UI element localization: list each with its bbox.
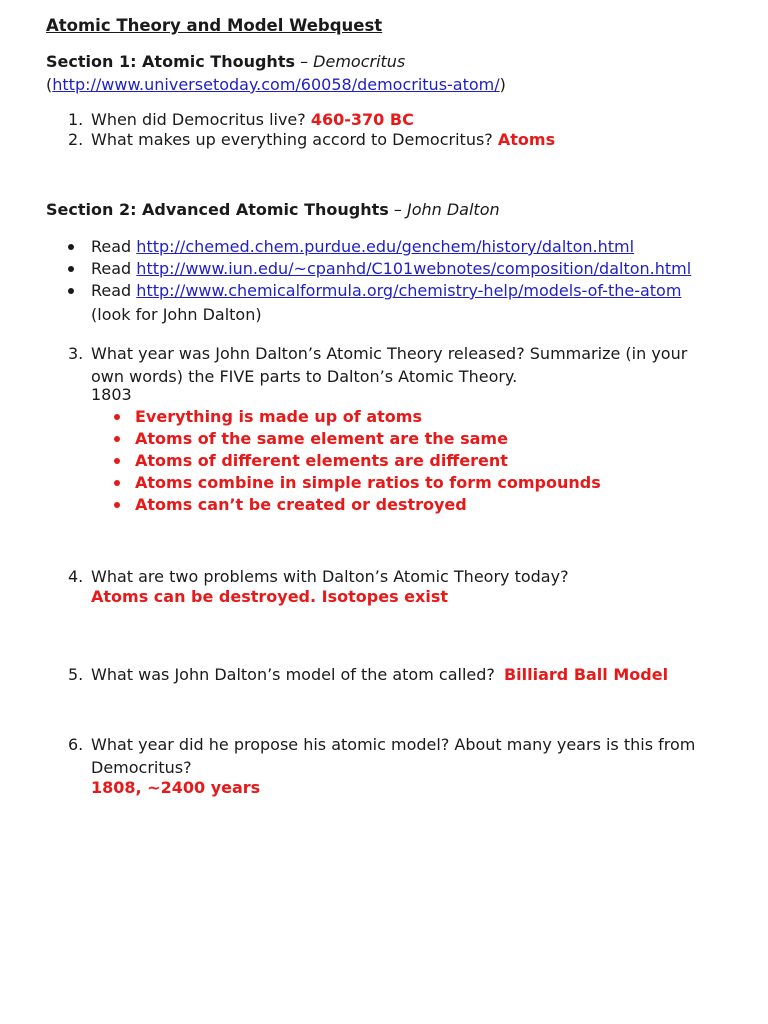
q3-line-2: own words) the FIVE parts to Dalton’s Atomic Theory. — [91, 367, 518, 386]
bullet-dot — [68, 266, 74, 272]
dalton-part-3: Atoms of different elements are different — [135, 451, 508, 470]
section-1-dash: – — [294, 52, 314, 71]
q5-line — [91, 665, 668, 685]
q2-line — [91, 130, 555, 150]
section-2-dash: – — [388, 200, 407, 219]
bullet-dot — [68, 288, 74, 294]
q5-number: 5. — [68, 665, 84, 684]
read-label: Read — [91, 281, 132, 300]
q6-line-1: What year did he propose his atomic model? About many years is this from — [91, 735, 696, 754]
read-label: Read — [91, 237, 132, 256]
q6-answer: 1808, ~2400 years — [91, 778, 261, 797]
q3-number: 3. — [68, 344, 84, 363]
dalton-part-1: Everything is made up of atoms — [135, 407, 422, 426]
section-2-person: John Dalton — [406, 200, 500, 219]
q2-number: 2. — [68, 130, 84, 149]
red-bullet-dot — [114, 436, 120, 442]
q2-answer: Atoms — [497, 130, 556, 149]
q3-line-1: What year was John Dalton’s Atomic Theory released? Summarize (in your — [91, 344, 688, 363]
section-2-heading — [46, 200, 500, 220]
section-2-title: Section 2: Advanced Atomic Thoughts — [46, 200, 389, 219]
read-item-2 — [91, 259, 691, 279]
dalton-part-4: Atoms combine in simple ratios to form compounds — [135, 473, 601, 492]
q2-question: What makes up everything accord to Democritus? — [91, 130, 493, 149]
q4-question: What are two problems with Dalton’s Atomic Theory today? — [91, 567, 569, 586]
q1-number: 1. — [68, 110, 84, 129]
paren-close: ) — [499, 75, 506, 94]
q6-number: 6. — [68, 735, 84, 754]
page-title: Atomic Theory and Model Webquest — [46, 16, 383, 35]
paren-open: ( — [46, 75, 53, 94]
section-1-heading — [46, 52, 405, 72]
read-label: Read — [91, 259, 132, 278]
red-bullet-dot — [114, 458, 120, 464]
red-bullet-dot — [114, 502, 120, 508]
red-bullet-dot — [114, 414, 120, 420]
section-1-person: Democritus — [313, 52, 406, 71]
q1-line — [91, 110, 414, 130]
chemicalformula-link[interactable]: http://www.chemicalformula.org/chemistry-help/models-of-the-atom — [136, 281, 682, 300]
q5-question: What was John Dalton’s model of the atom called? — [91, 665, 495, 684]
q4-answer: Atoms can be destroyed. Isotopes exist — [91, 587, 448, 606]
iun-link[interactable]: http://www.iun.edu/~cpanhd/C101webnotes/composition/dalton.html — [136, 259, 692, 278]
purdue-link[interactable]: http://chemed.chem.purdue.edu/genchem/history/dalton.html — [136, 237, 635, 256]
look-note: (look for John Dalton) — [91, 305, 262, 324]
democritus-link[interactable]: http://www.universetoday.com/60058/democritus-atom/ — [52, 75, 500, 94]
section-1-link-line — [46, 75, 506, 95]
q4-number: 4. — [68, 567, 84, 586]
bullet-dot — [68, 244, 74, 250]
q6-line-2: Democritus? — [91, 758, 192, 777]
dalton-part-5: Atoms can’t be created or destroyed — [135, 495, 467, 514]
read-item-3 — [91, 281, 681, 301]
q3-year: 1803 — [91, 385, 132, 404]
red-bullet-dot — [114, 480, 120, 486]
q1-answer: 460-370 BC — [310, 110, 414, 129]
q1-question: When did Democritus live? — [91, 110, 306, 129]
dalton-part-2: Atoms of the same element are the same — [135, 429, 508, 448]
section-1-title: Section 1: Atomic Thoughts — [46, 52, 295, 71]
q5-answer: Billiard Ball Model — [503, 665, 669, 684]
read-item-1 — [91, 237, 634, 257]
